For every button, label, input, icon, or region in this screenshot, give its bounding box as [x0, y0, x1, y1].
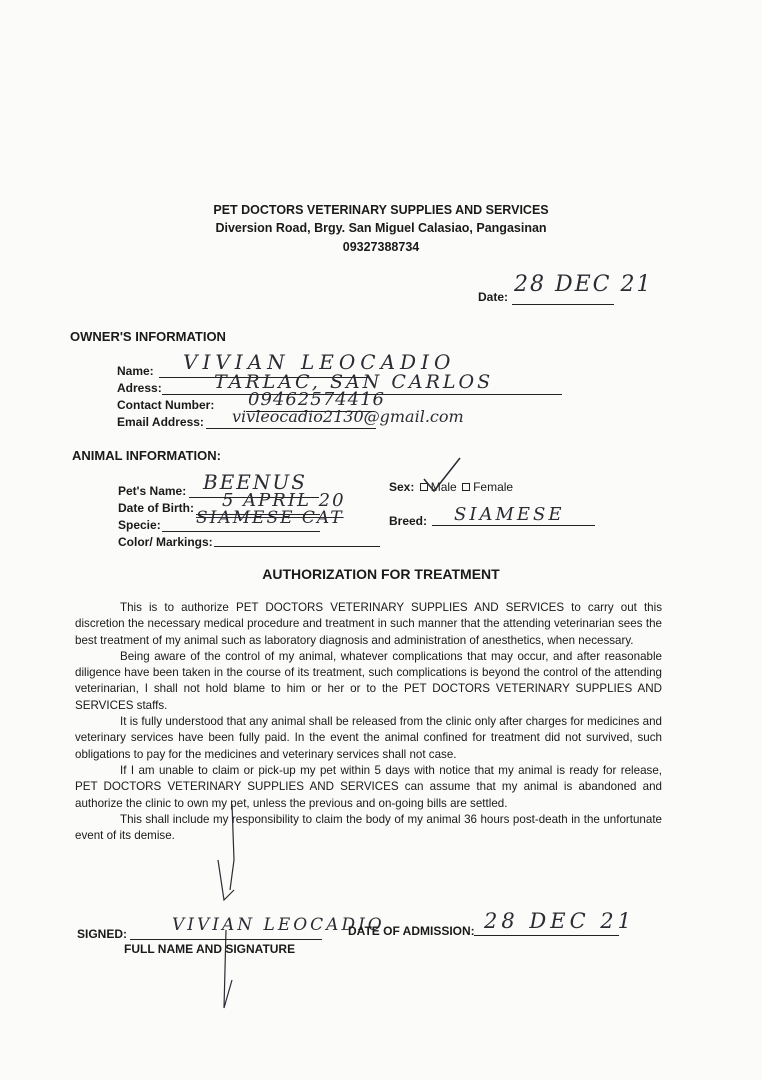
contact-number-value[interactable]: 09462574416	[248, 389, 385, 410]
contact-number-label: Contact Number:	[117, 398, 215, 412]
signature-caption: FULL NAME AND SIGNATURE	[124, 942, 296, 956]
pen-stroke-mark	[210, 800, 250, 1020]
signed-value[interactable]: VIVIAN LEOCADIO	[172, 915, 385, 935]
owner-heading: OWNER'S INFORMATION	[70, 329, 226, 344]
dob-value[interactable]: 5 APRIL 20	[222, 490, 346, 511]
sex-label: Sex:	[389, 480, 415, 494]
female-option-label: Female	[473, 480, 514, 494]
dob-label: Date of Birth:	[118, 501, 194, 515]
breed-line	[432, 525, 595, 526]
authorization-body	[75, 600, 662, 844]
signed-line	[130, 939, 322, 940]
pet-name-label: Pet's Name:	[118, 484, 187, 498]
company-phone: 09327388734	[342, 240, 420, 254]
male-option-label: Male	[430, 480, 457, 494]
date-value[interactable]: 28 DEC 21	[514, 272, 653, 297]
color-markings-line	[214, 546, 380, 547]
owner-name-value[interactable]: VIVIAN LEOCADIO	[183, 350, 456, 374]
color-markings-label: Color/ Markings:	[118, 535, 213, 549]
owner-address-value[interactable]: TARLAC, SAN CARLOS	[214, 371, 494, 393]
company-name: PET DOCTORS VETERINARY SUPPLIES AND SERVICES	[213, 203, 549, 217]
admission-date-value[interactable]: 28 DEC 21	[484, 909, 636, 933]
animal-heading: ANIMAL INFORMATION:	[72, 448, 221, 463]
email-label: Email Address:	[117, 415, 204, 429]
authorization-paragraph: If I am unable to claim or pick-up my pet within 5 days with notice that my animal is ready for release, PET DOCTORS VETERINARY SUPPLIES AND SERVICES can assume that my animal is abandoned and authorize the clinic to own my pet, unless the previous and on-going bills are settled.	[75, 763, 662, 810]
authorization-paragraph: Being aware of the control of my animal, whatever complications that may occur, and after reasonable diligence have been taken in the course of its treatment, such complications is beyond the control of the attending veterinarian, I shall not hold blame to him or her or to the PET DOCTORS VETERINARY SUPPLIES AND SERVICES staffs.	[75, 649, 662, 712]
admission-date-label: DATE OF ADMISSION:	[348, 924, 475, 938]
authorization-paragraph: This is to authorize PET DOCTORS VETERINARY SUPPLIES AND SERVICES to carry out this discretion the necessary medical procedure and treatment in such manner that the attending veterinarian sees the best treatment of my animal such as laboratory diagnosis and administration of anesthetics, when necessary.	[75, 601, 662, 647]
owner-address-label: Adress:	[117, 381, 162, 395]
pet-name-value[interactable]: BEENUS	[203, 470, 307, 494]
specie-value[interactable]: SIAMESE CAT	[196, 508, 344, 528]
authorization-paragraph: It is fully understood that any animal shall be released from the clinic only after charges for medicines and veterinary services have been fully paid. In the event the animal confined for treatment did not survived, such obligations to pay for the medicines and veterinary services shall not case.	[75, 715, 662, 761]
authorization-title: AUTHORIZATION FOR TREATMENT	[262, 566, 500, 582]
date-line	[512, 304, 614, 305]
owner-name-label: Name:	[117, 364, 154, 378]
specie-line	[162, 531, 320, 532]
signed-label: SIGNED:	[77, 927, 128, 941]
breed-label: Breed:	[389, 514, 428, 528]
date-label: Date:	[478, 290, 509, 304]
breed-value[interactable]: SIAMESE	[454, 504, 565, 525]
admission-date-line	[474, 935, 619, 936]
email-line	[206, 428, 376, 429]
specie-label: Specie:	[118, 518, 161, 532]
company-address: Diversion Road, Brgy. San Miguel Calasiao, Pangasinan	[215, 221, 547, 235]
checkmark-icon	[420, 455, 465, 495]
authorization-paragraph: This shall include my responsibility to claim the body of my animal 36 hours post-death in the unfortunate event of its demise.	[75, 812, 662, 843]
email-value[interactable]: vivleocadio2130@gmail.com	[232, 407, 464, 426]
